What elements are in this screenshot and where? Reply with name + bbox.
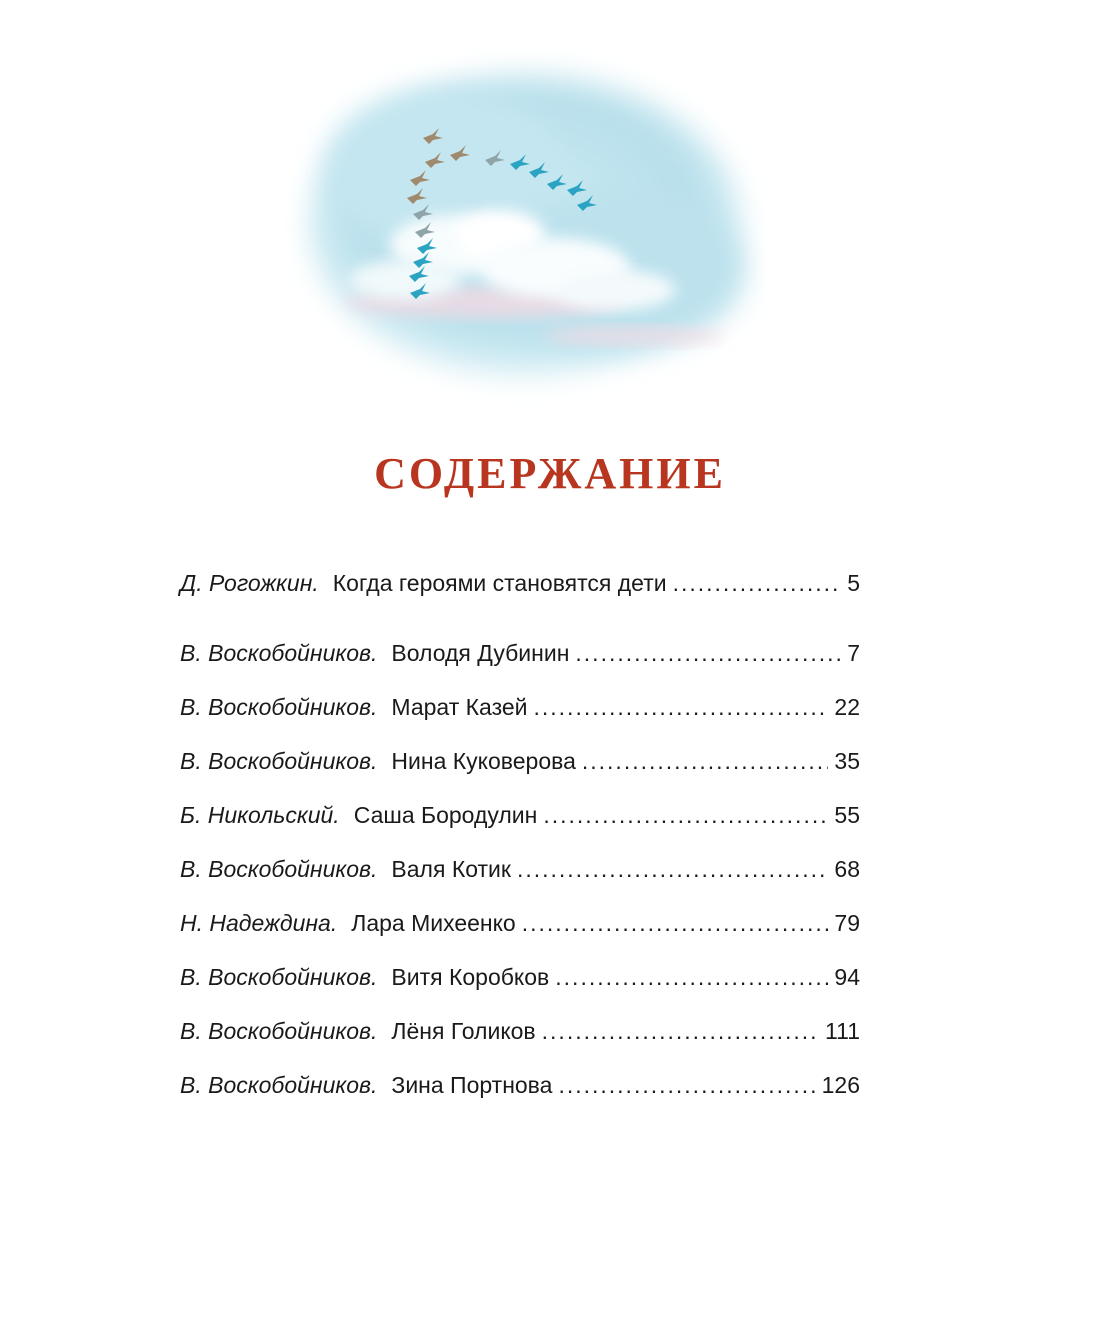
toc-entry[interactable]	[180, 684, 860, 738]
toc-page-number: 68	[834, 856, 860, 882]
toc-author: В. Воскобойников.	[180, 964, 378, 990]
toc-author: Н. Надеждина.	[180, 910, 338, 936]
toc-author: В. Воскобойников.	[180, 856, 378, 882]
toc-page-number: 55	[834, 802, 860, 828]
toc-dot-leader	[522, 900, 829, 946]
toc-story-title: Марат Казей	[391, 694, 528, 720]
toc-page-number: 5	[847, 570, 860, 596]
toc-author: Б. Никольский.	[180, 802, 340, 828]
toc-entry[interactable]	[180, 630, 860, 684]
toc-author: В. Воскобойников.	[180, 1072, 378, 1098]
toc-page-number: 79	[834, 910, 860, 936]
toc-dot-leader	[534, 684, 829, 730]
toc-story-title: Зина Портнова	[391, 1072, 553, 1098]
toc-dot-leader	[517, 846, 828, 892]
toc-story-title: Лёня Голиков	[391, 1018, 536, 1044]
toc-entry[interactable]	[180, 738, 860, 792]
toc-story-title: Валя Котик	[391, 856, 511, 882]
toc-entry[interactable]	[180, 1008, 860, 1062]
toc-story-title: Когда героями становятся дети	[332, 570, 667, 596]
toc-dot-leader	[582, 738, 829, 784]
toc-entry[interactable]	[180, 846, 860, 900]
toc-entry[interactable]	[180, 792, 860, 846]
sky-clouds-birds-icon	[285, 40, 765, 420]
toc-dot-leader	[543, 792, 828, 838]
toc-story-title: Витя Коробков	[391, 964, 550, 990]
toc-dot-leader	[558, 1062, 815, 1108]
toc-entry[interactable]	[180, 1062, 860, 1116]
toc-dot-leader	[673, 560, 842, 606]
toc-dot-leader	[555, 954, 828, 1000]
toc-story-title: Лара Михеенко	[351, 910, 516, 936]
toc-page-number: 94	[834, 964, 860, 990]
toc-dot-leader	[575, 630, 841, 676]
toc-dot-leader	[542, 1008, 819, 1054]
toc-entry[interactable]	[180, 900, 860, 954]
toc-page-number: 126	[821, 1072, 860, 1098]
toc-page-number: 7	[847, 640, 860, 666]
page-title: СОДЕРЖАНИЕ	[374, 449, 726, 498]
toc-story-title: Володя Дубинин	[391, 640, 570, 666]
toc-page-number: 22	[834, 694, 860, 720]
toc-author: В. Воскобойников.	[180, 694, 378, 720]
toc-author: В. Воскобойников.	[180, 1018, 378, 1044]
toc-author: В. Воскобойников.	[180, 640, 378, 666]
toc-entry[interactable]	[180, 954, 860, 1008]
table-of-contents	[180, 560, 860, 1116]
toc-page-number: 111	[825, 1018, 860, 1044]
toc-entry[interactable]	[180, 560, 860, 614]
toc-story-title: Саша Бородулин	[353, 802, 538, 828]
toc-author: Д. Рогожкин.	[180, 570, 319, 596]
toc-story-title: Нина Куковерова	[391, 748, 576, 774]
toc-author: В. Воскобойников.	[180, 748, 378, 774]
toc-page-number: 35	[834, 748, 860, 774]
